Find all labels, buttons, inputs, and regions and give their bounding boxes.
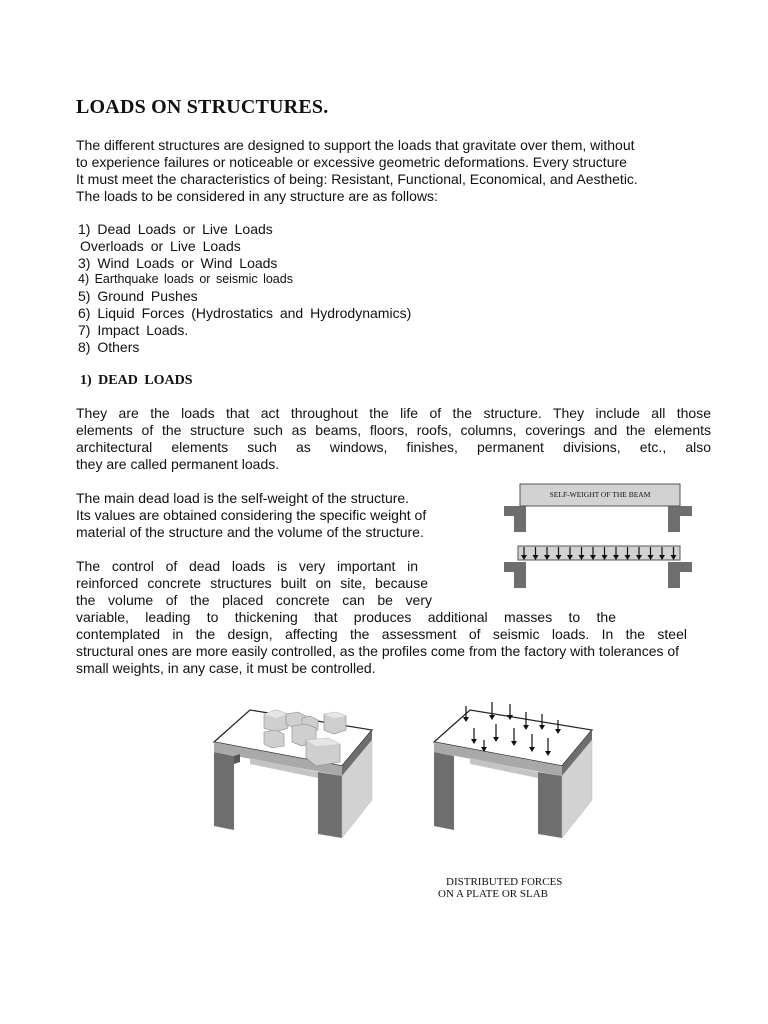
- column: [318, 772, 342, 838]
- support-block: [514, 572, 526, 588]
- text-line: elements of the structure such as beams, floors, roofs, columns, coverings and the elements: [76, 422, 711, 438]
- text-line: structural ones are more easily controlled, as the profiles come from the factory with tolerances of: [76, 643, 680, 659]
- text-line: material of the structure and the volume of the structure.: [76, 524, 424, 540]
- beam-label: SELF-WEIGHT OF THE BEAM: [549, 490, 651, 499]
- support-block: [668, 506, 692, 516]
- caption-line: ON A PLATE OR SLAB: [438, 888, 549, 900]
- list-item: 3) Wind Loads or Wind Loads: [78, 254, 278, 271]
- text-line: contemplated in the design, affecting the assessment of seismic loads. In the steel: [76, 626, 687, 642]
- support-block: [668, 572, 680, 588]
- column: [214, 752, 234, 830]
- slab-caption: [436, 874, 596, 904]
- text-line: The main dead load is the self-weight of the structure.: [76, 490, 410, 506]
- text-line: reinforced concrete structures built on site, because: [76, 575, 428, 591]
- control-paragraph-continued: [76, 626, 704, 677]
- slab-with-blocks-diagram: [210, 700, 380, 840]
- text-line: Its values are obtained considering the specific weight of: [76, 507, 427, 523]
- list-item: 1) Dead Loads or Live Loads: [78, 221, 273, 237]
- text-line: The control of dead loads is very important in: [76, 558, 418, 574]
- column: [434, 752, 454, 830]
- text-line: small weights, in any case, it must be controlled.: [76, 660, 376, 676]
- support-block: [668, 516, 680, 532]
- self-weight-paragraph: [76, 490, 466, 541]
- support-block: [504, 506, 526, 516]
- list-item: 5) Ground Pushes: [78, 288, 198, 305]
- support-block: [514, 516, 526, 532]
- text-line: to experience failures or noticeable or excessive geometric deformations. Every structure: [76, 154, 627, 170]
- text-line: variable, leading to thickening that produces additional masses to the: [76, 609, 616, 625]
- beam-self-weight-diagram: [500, 480, 700, 592]
- support-block: [668, 562, 692, 572]
- distributed-load-slab-diagram: [430, 700, 600, 840]
- text-line: They are the loads that act throughout the life of the structure. They include all those: [76, 405, 711, 421]
- text-line: architectural elements such as windows, finishes, permanent divisions, etc., also: [76, 439, 711, 455]
- list-item: 8) Others: [78, 338, 140, 355]
- list-item: 6) Liquid Forces (Hydrostatics and Hydrodynamics): [78, 304, 412, 321]
- intro-paragraph: [76, 137, 700, 205]
- loaded-beam-body: [518, 546, 680, 560]
- list-item: 4) Earthquake loads or seismic loads: [78, 272, 293, 287]
- dead-loads-paragraph: [76, 405, 711, 473]
- text-line: It must meet the characteristics of being: Resistant, Functional, Economical, and Aesthetic.: [76, 171, 638, 187]
- load-list: [78, 221, 411, 355]
- text-line: the volume of the placed concrete can be very: [76, 592, 432, 608]
- list-item: 7) Impact Loads.: [78, 321, 189, 338]
- list-item: Overloads or Live Loads: [80, 237, 241, 254]
- text-line: The different structures are designed to support the loads that gravitate over them, without: [76, 137, 635, 153]
- text-line: they are called permanent loads.: [76, 456, 280, 472]
- caption-line: DISTRIBUTED FORCES: [446, 876, 563, 888]
- page-title: LOADS ON STRUCTURES.: [76, 96, 329, 118]
- column: [538, 772, 562, 838]
- section-heading: 1) DEAD LOADS: [80, 373, 193, 388]
- text-line: The loads to be considered in any structure are as follows:: [76, 188, 438, 204]
- support-block: [504, 562, 526, 572]
